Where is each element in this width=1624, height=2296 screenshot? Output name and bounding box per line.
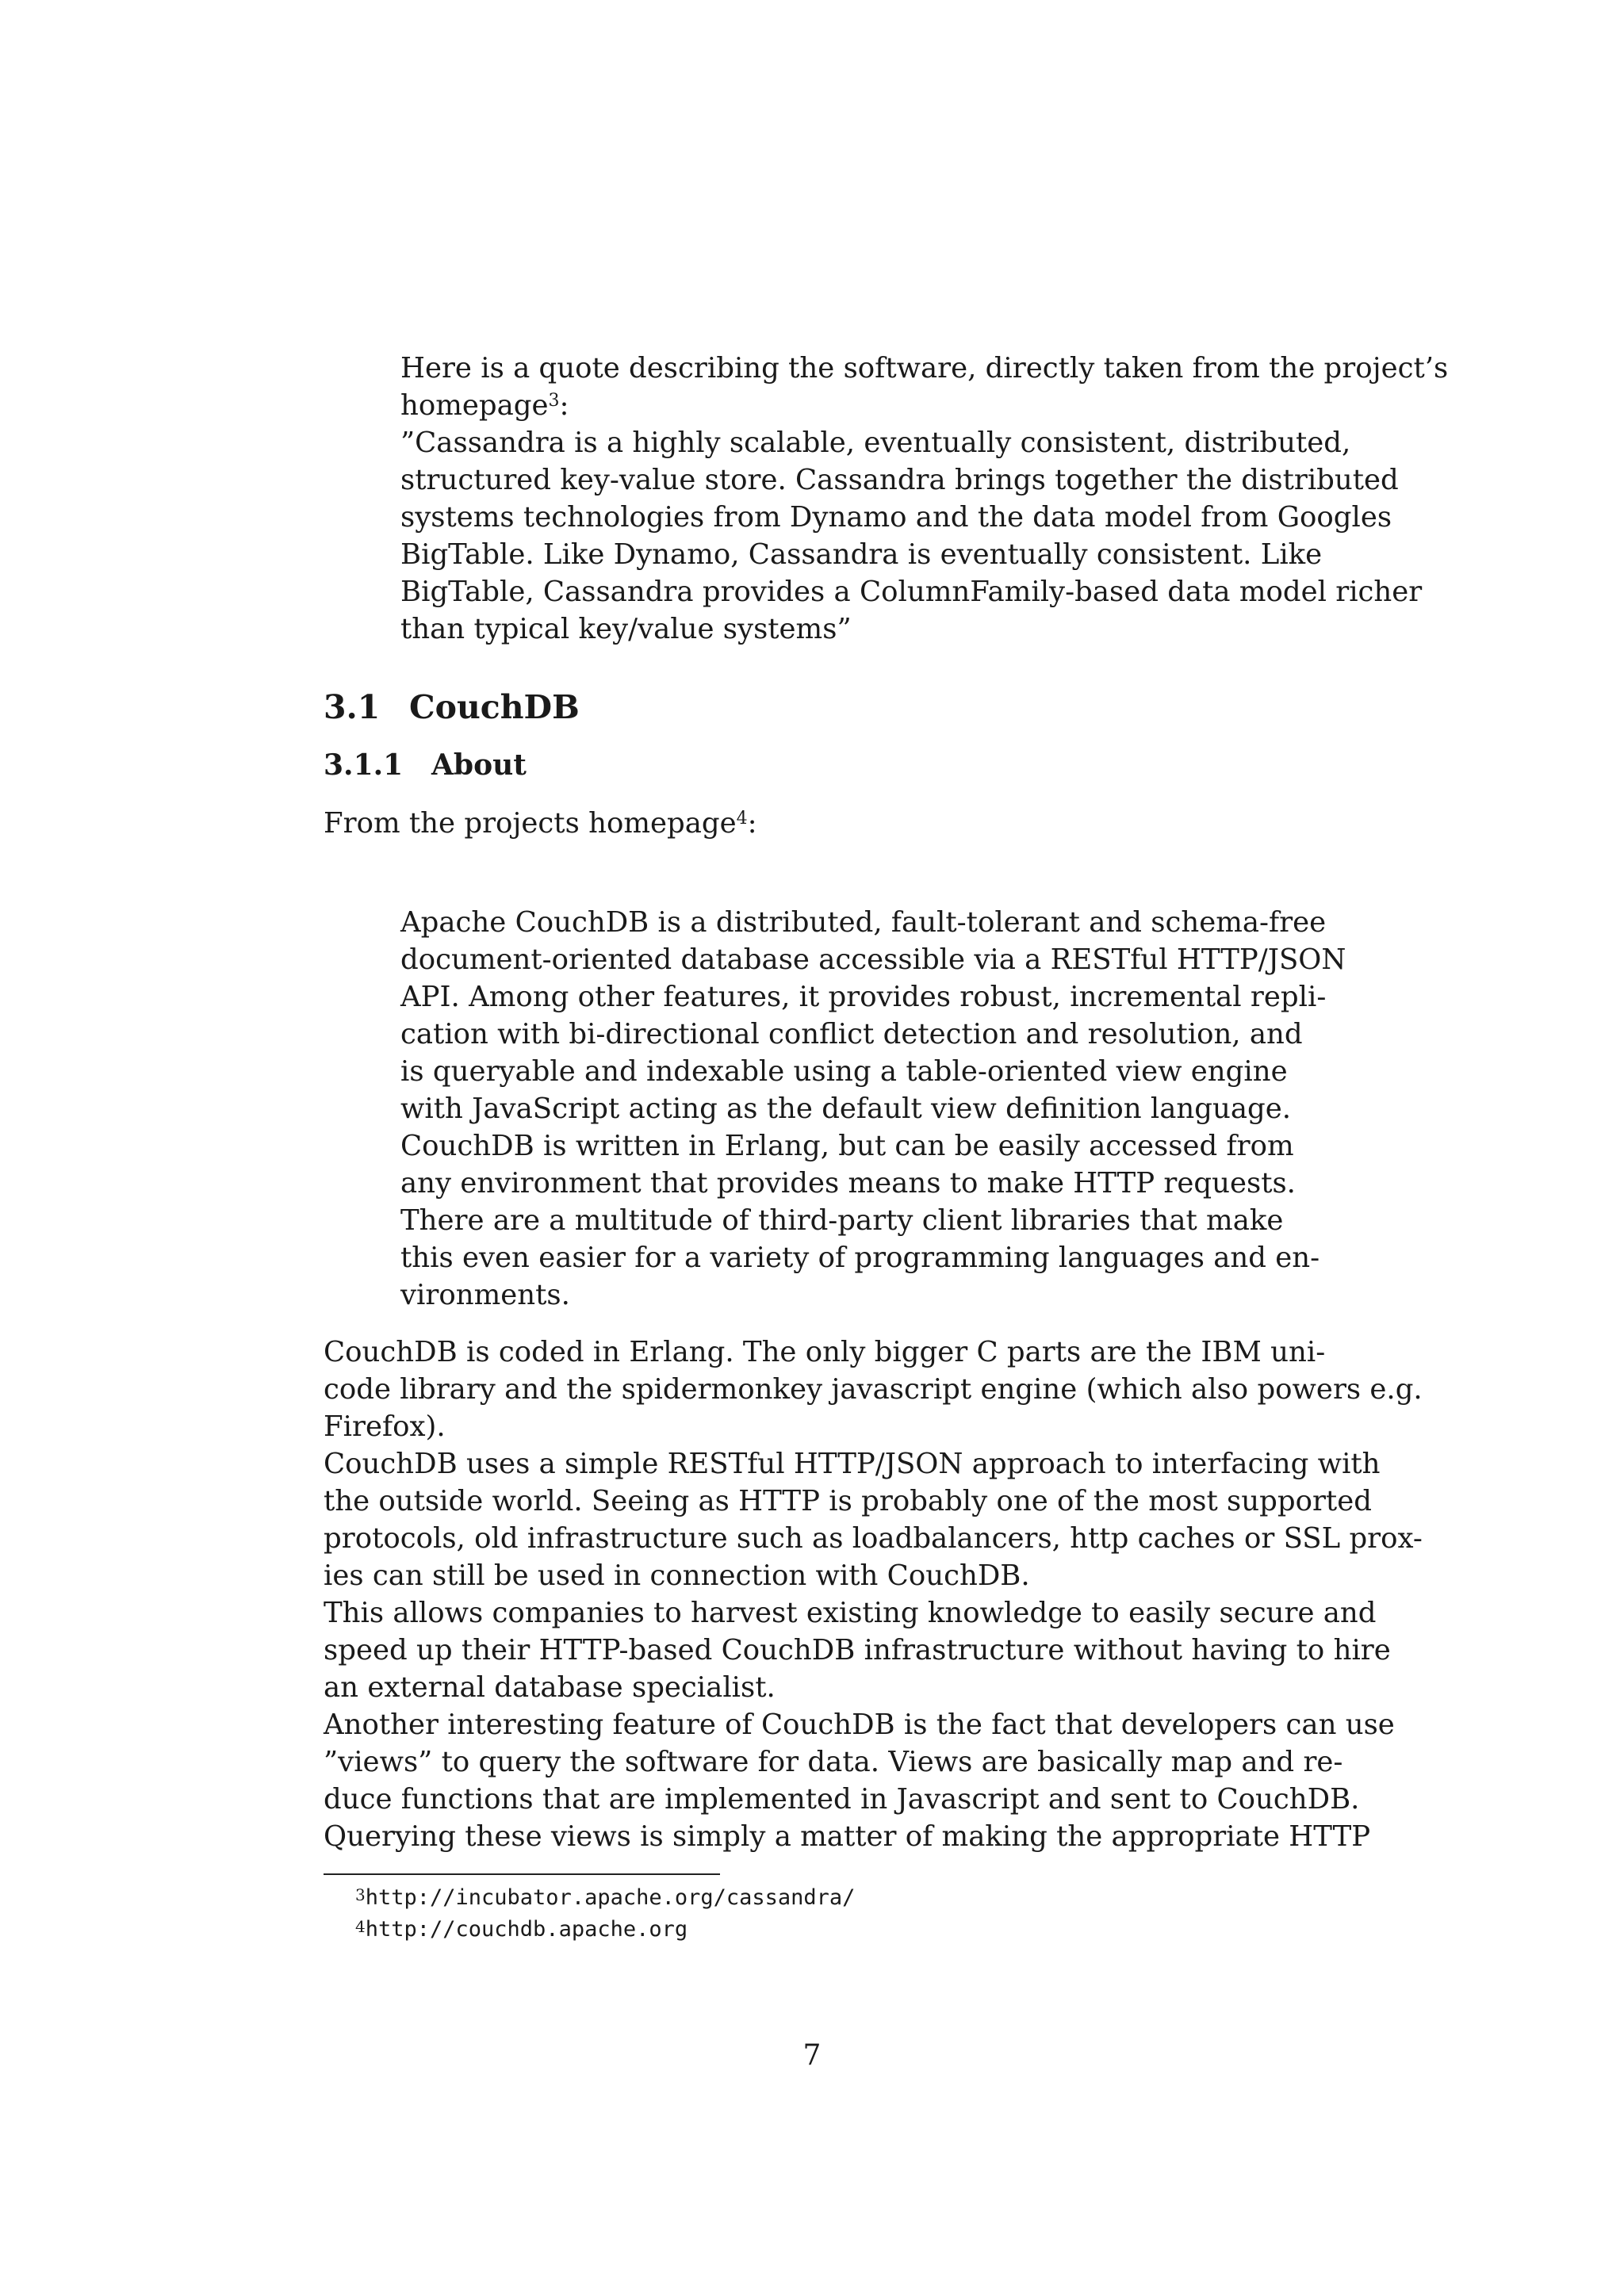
blockquote-line: document-oriented database accessible via a RESTful HTTP/JSON [400,943,1346,976]
body-line: ”views” to query the software for data. Views are basically map and re- [324,1746,1343,1778]
blockquote-line: Apache CouchDB is a distributed, fault-tolerant and schema-free [400,906,1327,939]
blockquote-line: vironments. [400,1279,570,1311]
body-line: Querying these views is simply a matter of making the appropriate HTTP [324,1820,1371,1853]
footnote-number: 3 [355,1885,366,1904]
footnote-mark: 4 [736,809,748,828]
subsection-number: 3.1.1 [324,748,404,782]
body-line: the outside world. Seeing as HTTP is probably one of the most supported [324,1485,1372,1517]
footnote-number: 4 [355,1917,366,1936]
intro-line: BigTable. Like Dynamo, Cassandra is eventually consistent. Like [400,538,1323,571]
body-line: Another interesting feature of CouchDB is the fact that developers can use [324,1709,1395,1741]
footnote [355,1915,688,1944]
about-intro-text: From the projects homepage [324,807,737,840]
body-line: This allows companies to harvest existing knowledge to easily secure and [324,1597,1377,1629]
intro-line: than typical key/value systems” [400,613,852,645]
subsection-title: About [431,748,527,782]
intro-line: Here is a quote describing the software, directly taken from the project’s [400,352,1449,385]
body-line: duce functions that are implemented in Javascript and sent to CouchDB. [324,1783,1360,1816]
footnote-link[interactable]: http://couchdb.apache.org [365,1917,688,1942]
body-line: Firefox). [324,1410,446,1443]
body-line: ies can still be used in connection with CouchDB. [324,1559,1030,1592]
section-heading [324,688,580,726]
intro-line: ”Cassandra is a highly scalable, eventually consistent, distributed, [400,427,1351,459]
footnote-link[interactable]: http://incubator.apache.org/cassandra/ [365,1885,856,1910]
body-line: CouchDB uses a simple RESTful HTTP/JSON approach to interfacing with [324,1448,1381,1480]
body-line: speed up their HTTP-based CouchDB infrastructure without having to hire [324,1634,1391,1667]
intro-line: BigTable, Cassandra provides a ColumnFamily-based data model richer [400,576,1423,608]
body-line: protocols, old infrastructure such as loadbalancers, http caches or SSL prox- [324,1522,1423,1555]
footnote-mark: 3 [548,391,560,411]
intro-line: systems technologies from Dynamo and the data model from Googles [400,501,1392,534]
intro-line: homepage$^3$: [400,389,569,422]
intro-line-text: homepage [400,389,549,422]
blockquote-line: API. Among other features, it provides robust, incremental repli- [400,981,1327,1013]
body-line: CouchDB is coded in Erlang. The only bigger C parts are the IBM uni- [324,1336,1326,1368]
footnote [355,1884,855,1912]
page-number: 7 [802,2039,822,2072]
body-line: code library and the spidermonkey javascript engine (which also powers e.g. [324,1373,1423,1406]
blockquote-line: CouchDB is written in Erlang, but can be easily accessed from [400,1130,1294,1162]
about-intro: From the projects homepage$^4$: [324,807,757,840]
section-number: 3.1 [324,688,381,726]
blockquote-line: this even easier for a variety of programming languages and en- [400,1242,1320,1274]
blockquote-line: any environment that provides means to make HTTP requests. [400,1167,1296,1200]
intro-line: structured key-value store. Cassandra brings together the distributed [400,464,1399,496]
blockquote-line: cation with bi-directional conflict detection and resolution, and [400,1018,1303,1050]
subsection-heading [324,748,527,782]
body-line: an external database specialist. [324,1671,776,1704]
blockquote-line: is queryable and indexable using a table-oriented view engine [400,1055,1288,1088]
footnote-rule [324,1873,720,1875]
blockquote-line: with JavaScript acting as the default view definition language. [400,1093,1292,1125]
blockquote-line: There are a multitude of third-party client libraries that make [400,1204,1284,1237]
section-title: CouchDB [409,688,580,726]
